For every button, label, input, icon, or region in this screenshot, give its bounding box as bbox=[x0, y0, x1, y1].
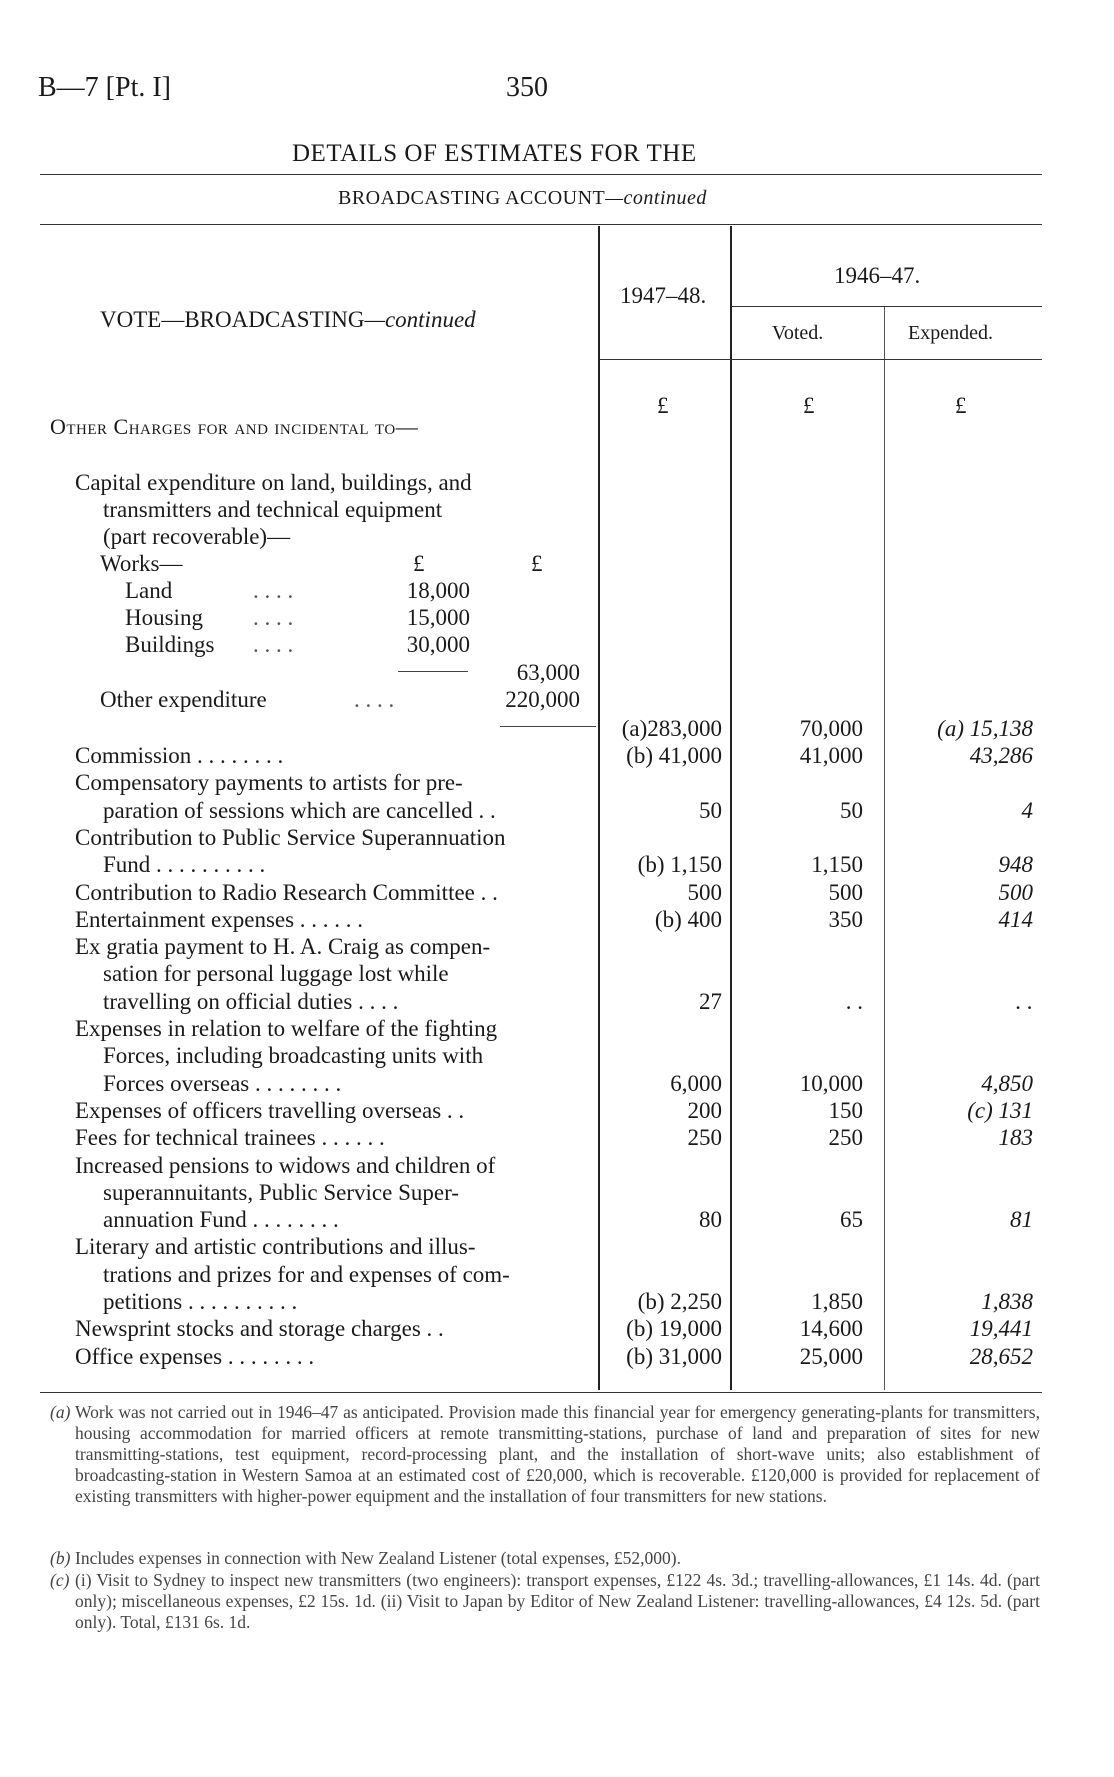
vote-label: VOTE—BROADCASTING bbox=[100, 307, 365, 332]
footnote-b bbox=[50, 1548, 1040, 1570]
row-value-expended: 4 bbox=[1021, 797, 1033, 823]
row-label-line: Contribution to Public Service Superannuation bbox=[75, 824, 506, 850]
subtitle-text: BROADCASTING ACCOUNT bbox=[338, 187, 606, 209]
row-value-expended: 414 bbox=[998, 906, 1033, 932]
capital-total-expended: (a) 15,138 bbox=[937, 716, 1033, 741]
section-heading: Other Charges for and incidental to— bbox=[50, 414, 419, 439]
subtitle-cont: —continued bbox=[605, 187, 707, 209]
works-housing-dots: . . . . bbox=[253, 605, 294, 630]
works-housing-label: Housing bbox=[125, 605, 203, 630]
row-value-y1947: 200 bbox=[687, 1097, 722, 1123]
col-header-voted: Voted. bbox=[772, 322, 824, 344]
works-land-value: 18,000 bbox=[406, 578, 470, 603]
footnote-c bbox=[50, 1570, 1040, 1654]
row-value-expended: 43,286 bbox=[969, 743, 1033, 768]
row-label-line: annuation Fund . . . . . . . . bbox=[103, 1207, 339, 1233]
row-value-y1947: (b) 41,000 bbox=[626, 743, 722, 768]
table-bottom-rule bbox=[40, 1392, 1042, 1393]
row-value-voted: 50 bbox=[840, 797, 863, 823]
works-housing-value: 15,000 bbox=[406, 605, 470, 630]
row-value-expended: 28,652 bbox=[969, 1343, 1033, 1369]
row-value-y1947: 27 bbox=[699, 988, 722, 1014]
row-label-line: Entertainment expenses . . . . . . bbox=[75, 906, 364, 932]
page-ref: B—7 [Pt. I] bbox=[38, 72, 171, 103]
footnote-a bbox=[50, 1402, 1040, 1528]
row-label-line: Office expenses . . . . . . . . bbox=[75, 1343, 315, 1369]
row-label-line: Contribution to Radio Research Committee . . bbox=[75, 879, 498, 905]
row-label-line: Ex gratia payment to H. A. Craig as compen- bbox=[75, 934, 491, 960]
title-rule bbox=[40, 174, 1042, 175]
row-value-expended: (c) 131 bbox=[967, 1097, 1033, 1123]
row-value-y1947: (b) 400 bbox=[654, 906, 722, 932]
row-value-voted: 65 bbox=[840, 1207, 863, 1233]
capital-line-3: (part recoverable)— bbox=[103, 524, 291, 549]
row-value-voted: 150 bbox=[828, 1097, 863, 1123]
row-label-line: travelling on official duties . . . . bbox=[103, 988, 399, 1014]
row-value-voted: 41,000 bbox=[799, 743, 863, 768]
row-value-expended: 183 bbox=[998, 1125, 1033, 1151]
vote-cont: —continued bbox=[364, 307, 476, 332]
page-number: 350 bbox=[506, 72, 548, 103]
row-label-line: Expenses of officers travelling overseas . . bbox=[75, 1097, 465, 1123]
col-header-1946: 1946–47. bbox=[834, 263, 921, 288]
works-total: 63,000 bbox=[516, 660, 580, 685]
col-divider-2 bbox=[730, 226, 732, 1390]
subtitle-rule bbox=[40, 224, 1042, 225]
row-value-y1947: 500 bbox=[687, 879, 722, 905]
footnote-a-label: (a) bbox=[50, 1402, 71, 1422]
works-buildings-dots: . . . . bbox=[253, 632, 294, 657]
capital-total-rule bbox=[500, 726, 596, 727]
capital-total-voted: 70,000 bbox=[799, 716, 863, 741]
footnote-b-text: Includes expenses in connection with New Zealand Listener (total expenses, £52,000). bbox=[75, 1548, 681, 1568]
capital-total-1947: (a)283,000 bbox=[621, 716, 722, 741]
row-label-line: Commission . . . . . . . . bbox=[75, 743, 284, 768]
row-value-voted: 10,000 bbox=[799, 1070, 863, 1096]
row-value-expended: 500 bbox=[998, 879, 1033, 905]
pound-voted: £ bbox=[803, 393, 815, 418]
works-buildings-value: 30,000 bbox=[406, 632, 470, 657]
other-exp-value: 220,000 bbox=[505, 687, 580, 712]
row-value-voted: 1,150 bbox=[811, 852, 863, 878]
row-label-line: trations and prizes for and expenses of com- bbox=[103, 1261, 510, 1287]
row-value-y1947: 250 bbox=[687, 1125, 722, 1151]
row-value-expended: 1,838 bbox=[981, 1289, 1033, 1314]
col-divider-3 bbox=[884, 306, 885, 1390]
col-header-expended: Expended. bbox=[908, 322, 993, 344]
footnote-b-label: (b) bbox=[50, 1548, 71, 1568]
row-value-expended: 948 bbox=[998, 852, 1033, 878]
other-exp-dots: . . . . bbox=[354, 687, 395, 712]
footnote-a-text: Work was not carried out in 1946–47 as anticipated. Provision made this financial year for emergency generating-plants for transmitters, housing accommodation for married officers at remote transmitting-stations, purchase of land and preparation of sites for new transmitting-stations, test equipment, record-processing plant, and the installation of short-wave units; also establishment of broadcasting-station in Western Samoa at an estimated cost of £20,000, which is recoverable. £120,000 is provided for replacement of existing transmitters with higher-power equipment and the installation of four transmitters for new stations. bbox=[75, 1402, 1040, 1506]
col-header-rule bbox=[600, 359, 1042, 360]
row-value-y1947: (b) 19,000 bbox=[626, 1316, 722, 1342]
row-value-y1947: (b) 1,150 bbox=[637, 852, 722, 878]
row-value-voted: 25,000 bbox=[799, 1343, 863, 1369]
footnote-c-text: (i) Visit to Sydney to inspect new transmitters (two engineers): transport expenses, £122 4s. 3d.; travelling-allowances, £1 14s. 4d. (part only); miscellaneous expenses, £2 15s. 1d. (ii) Visit to Japan by Editor of New Zealand Listener: travelling-allowances, £4 12s. 5d. (part only). Total, £131 6s. 1d. bbox=[75, 1570, 1040, 1632]
row-label-line: Forces overseas . . . . . . . . bbox=[103, 1070, 342, 1096]
row-label-line: Compensatory payments to artists for pre- bbox=[75, 770, 463, 796]
works-land-label: Land bbox=[125, 578, 173, 603]
row-value-expended: 19,441 bbox=[969, 1316, 1033, 1342]
pound-expended: £ bbox=[955, 393, 967, 418]
row-value-voted: 1,850 bbox=[811, 1289, 863, 1314]
row-value-y1947: 50 bbox=[699, 797, 722, 823]
row-label-line: Fund . . . . . . . . . . bbox=[103, 852, 266, 878]
row-label-line: Fees for technical trainees . . . . . . bbox=[75, 1125, 385, 1151]
row-label-line: Newsprint stocks and storage charges . . bbox=[75, 1316, 444, 1342]
row-value-expended: 81 bbox=[1010, 1207, 1033, 1233]
row-value-voted: 14,600 bbox=[799, 1316, 863, 1342]
works-land-dots: . . . . bbox=[253, 578, 294, 603]
page-title: DETAILS OF ESTIMATES FOR THE bbox=[292, 140, 697, 167]
row-value-voted: 350 bbox=[828, 906, 863, 932]
footnote-c-label: (c) bbox=[50, 1570, 70, 1590]
row-label-line: Forces, including broadcasting units with bbox=[103, 1043, 484, 1069]
works-pound-2: £ bbox=[531, 551, 543, 576]
row-value-y1947: 6,000 bbox=[670, 1070, 722, 1096]
row-value-voted: . . bbox=[845, 988, 863, 1014]
works-subtotal-rule bbox=[398, 671, 468, 672]
row-label-line: paration of sessions which are cancelled . . bbox=[103, 797, 496, 823]
other-exp-label: Other expenditure bbox=[100, 687, 267, 712]
row-label-line: Literary and artistic contributions and illus- bbox=[75, 1234, 476, 1260]
capital-line-1: Capital expenditure on land, buildings, and bbox=[75, 470, 472, 495]
row-label-line: sation for personal luggage lost while bbox=[103, 961, 449, 987]
row-value-voted: 500 bbox=[828, 879, 863, 905]
works-label: Works— bbox=[100, 551, 183, 576]
capital-line-2: transmitters and technical equipment bbox=[103, 497, 443, 522]
works-pound-1: £ bbox=[413, 551, 425, 576]
row-label-line: petitions . . . . . . . . . . bbox=[103, 1289, 298, 1314]
row-value-expended: . . bbox=[1015, 988, 1033, 1014]
row-value-expended: 4,850 bbox=[981, 1070, 1033, 1096]
row-label-line: superannuitants, Public Service Super- bbox=[103, 1179, 459, 1205]
col-subheader-rule bbox=[731, 306, 1042, 307]
page-subtitle bbox=[338, 187, 707, 210]
row-value-voted: 250 bbox=[828, 1125, 863, 1151]
vote-heading bbox=[100, 307, 476, 333]
col-header-1947: 1947–48. bbox=[620, 283, 707, 308]
row-label-line: Increased pensions to widows and children of bbox=[75, 1152, 496, 1178]
row-label-line: Expenses in relation to welfare of the fighting bbox=[75, 1016, 498, 1041]
row-value-y1947: 80 bbox=[699, 1207, 722, 1233]
row-value-y1947: (b) 2,250 bbox=[637, 1289, 722, 1314]
pound-1947: £ bbox=[657, 393, 669, 418]
row-value-y1947: (b) 31,000 bbox=[626, 1343, 722, 1369]
works-buildings-label: Buildings bbox=[125, 632, 215, 657]
